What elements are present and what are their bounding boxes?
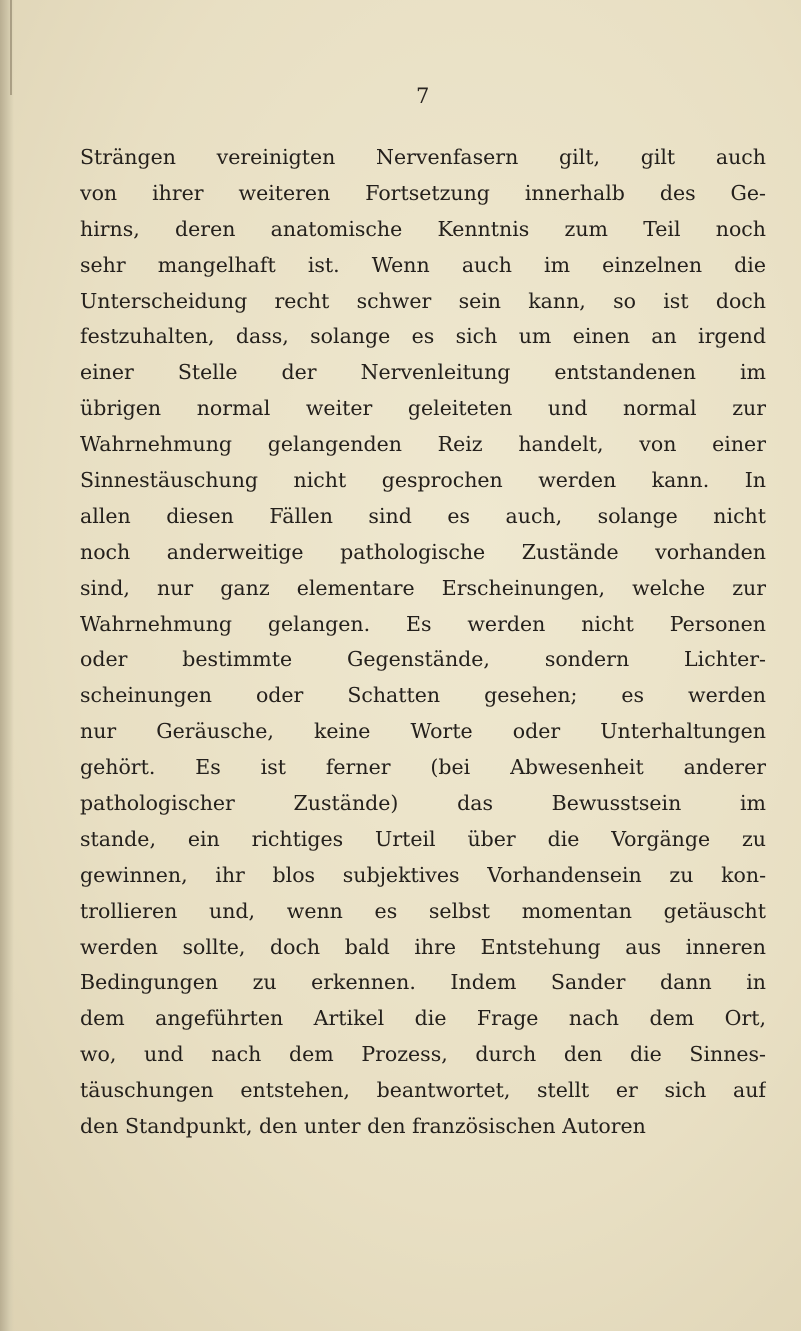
- text-line: den Standpunkt, den unter den französischen Autoren: [80, 1114, 646, 1139]
- body-text: [80, 140, 766, 1145]
- text-line: Wahrnehmung gelangenden Reiz handelt, von einer: [80, 432, 766, 457]
- text-line: gehört. Es ist ferner (bei Abwesenheit anderer: [80, 755, 766, 780]
- text-line: dem angeführten Artikel die Frage nach dem Ort,: [80, 1006, 766, 1031]
- text-line: allen diesen Fällen sind es auch, solange nicht: [80, 503, 766, 528]
- text-line: einer Stelle der Nervenleitung entstandenen im: [80, 360, 766, 385]
- text-line: wo, und nach dem Prozess, durch den die Sinnes-: [80, 1042, 766, 1067]
- text-line: stande, ein richtiges Urteil über die Vorgänge zu: [80, 826, 766, 851]
- text-line: Unterscheidung recht schwer sein kann, so ist doch: [80, 288, 766, 313]
- text-line: Bedingungen zu erkennen. Indem Sander dann in: [80, 970, 766, 995]
- text-line: sind, nur ganz elementare Erscheinungen, welche zur: [80, 575, 766, 600]
- text-line: sehr mangelhaft ist. Wenn auch im einzelnen die: [80, 252, 766, 277]
- text-line: hirns, deren anatomische Kenntnis zum Teil noch: [80, 216, 766, 241]
- text-line: täuschungen entstehen, beantwortet, stellt er sich auf: [80, 1078, 766, 1103]
- text-line: trollieren und, wenn es selbst momentan getäuscht: [80, 898, 766, 923]
- page-number: 7: [416, 84, 430, 108]
- text-line: nur Geräusche, keine Worte oder Unterhaltungen: [80, 719, 766, 744]
- text-line: gewinnen, ihr blos subjektives Vorhandensein zu kon-: [80, 862, 766, 887]
- text-line: scheinungen oder Schatten gesehen; es werden: [80, 683, 766, 708]
- text-line: noch anderweitige pathologische Zustände vorhanden: [80, 539, 766, 564]
- text-line: Sinnestäuschung nicht gesprochen werden kann. In: [80, 468, 766, 493]
- text-line: Wahrnehmung gelangen. Es werden nicht Personen: [80, 611, 766, 636]
- text-line: oder bestimmte Gegenstände, sondern Lichter-: [80, 647, 766, 672]
- text-line: Strängen vereinigten Nervenfasern gilt, gilt auch: [80, 145, 766, 169]
- text-line: pathologischer Zustände) das Bewusstsein im: [80, 791, 766, 816]
- text-line: werden sollte, doch bald ihre Entstehung aus inneren: [80, 934, 766, 959]
- text-line: übrigen normal weiter geleiteten und normal zur: [80, 396, 766, 421]
- text-line: festzuhalten, dass, solange es sich um einen an irgend: [80, 324, 766, 349]
- text-line: von ihrer weiteren Fortsetzung innerhalb des Ge-: [80, 180, 766, 205]
- binding-shadow-line: [10, 0, 12, 95]
- page-binding-edge: [0, 0, 14, 1331]
